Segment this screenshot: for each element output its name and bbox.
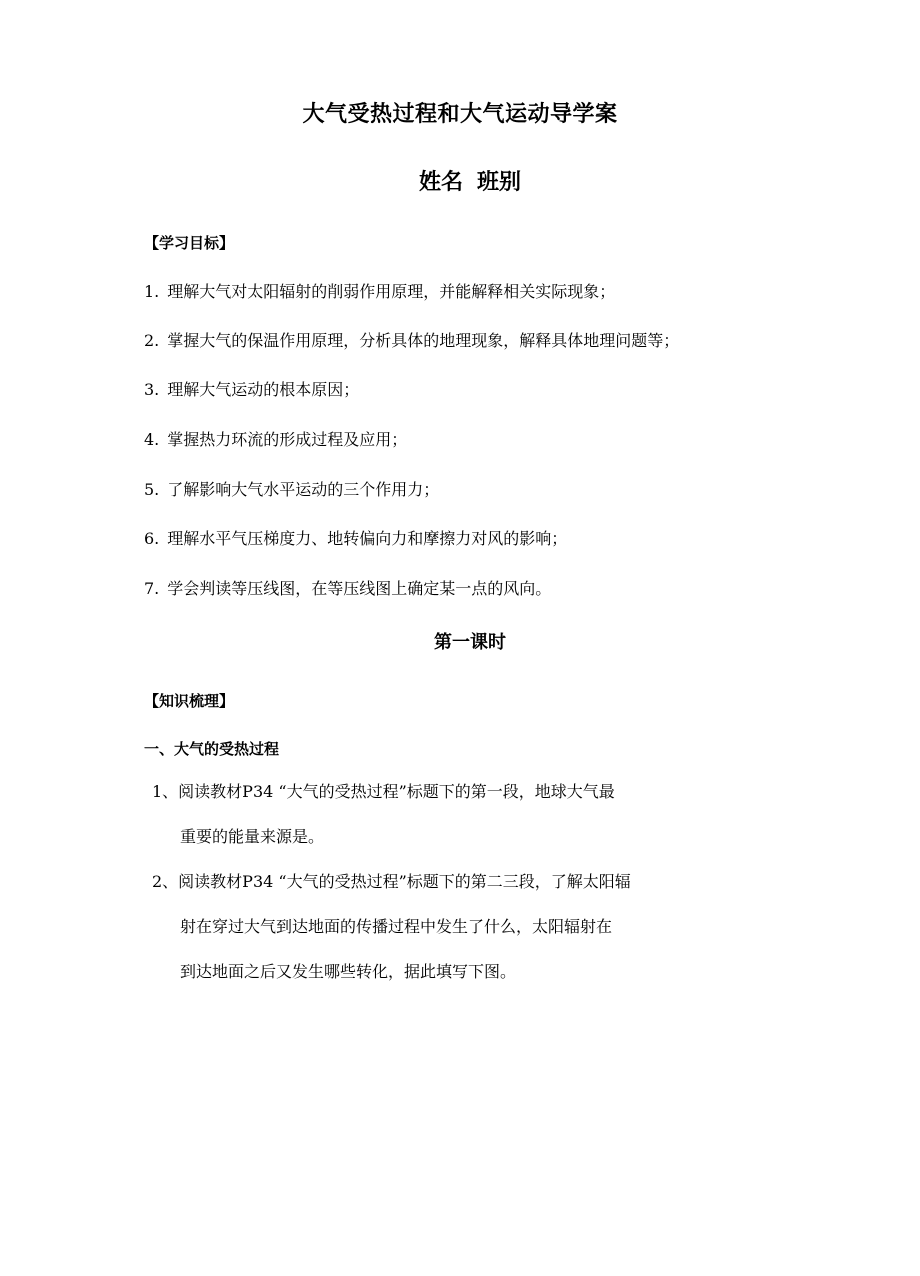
objective-number: 1. [144,282,160,301]
objective-item [144,428,407,452]
item1-line2: 重要的能量来源是。 [180,827,325,846]
objective-number: 7. [144,579,160,598]
name-class-line [0,168,920,198]
knowledge-heading: 【知识梳理】 [144,692,235,710]
objective-text: 理解大气对太阳辐射的削弱作用原理，并能解释相关实际现象； [167,282,616,301]
document-title: 大气受热过程和大气运动导学案 [302,102,618,127]
item2-line2: 射在穿过大气到达地面的传播过程中发生了什么，太阳辐射在 [180,917,613,936]
objective-text: 掌握热力环流的形成过程及应用； [167,430,408,449]
section-one-heading: 一、大气的受热过程 [144,740,280,758]
objective-number: 4. [144,430,160,449]
objective-item [144,527,567,551]
item2-line1: 2、阅读教材P34 “大气的受热过程”标题下的第二三段，了解太阳辐 [152,872,631,891]
objective-number: 5. [144,480,160,499]
lesson-title: 第一课时 [434,632,506,653]
objectives-heading: 【学习目标】 [144,234,235,252]
objective-item [144,378,359,402]
name-label: 姓名 [418,170,463,195]
objective-number: 6. [144,529,160,548]
item2-line3: 到达地面之后又发生哪些转化，据此填写下图。 [180,962,517,981]
objective-text: 理解大气运动的根本原因； [167,380,360,399]
objective-item [144,329,679,353]
objective-text: 了解影响大气水平运动的三个作用力； [167,480,440,499]
objective-number: 2. [144,331,160,350]
objective-item [144,280,615,304]
objective-item [144,478,439,502]
objective-text: 学会判读等压线图，在等压线图上确定某一点的风向。 [167,579,552,598]
objective-item [144,577,551,601]
item1-line1: 1、阅读教材P34 “大气的受热过程”标题下的第一段，地球大气最 [152,782,615,801]
class-label: 班别 [477,170,522,195]
objective-text: 掌握大气的保温作用原理，分析具体的地理现象，解释具体地理问题等； [167,331,680,350]
objective-number: 3. [144,380,160,399]
objective-text: 理解水平气压梯度力、地转偏向力和摩擦力对风的影响； [167,529,568,548]
